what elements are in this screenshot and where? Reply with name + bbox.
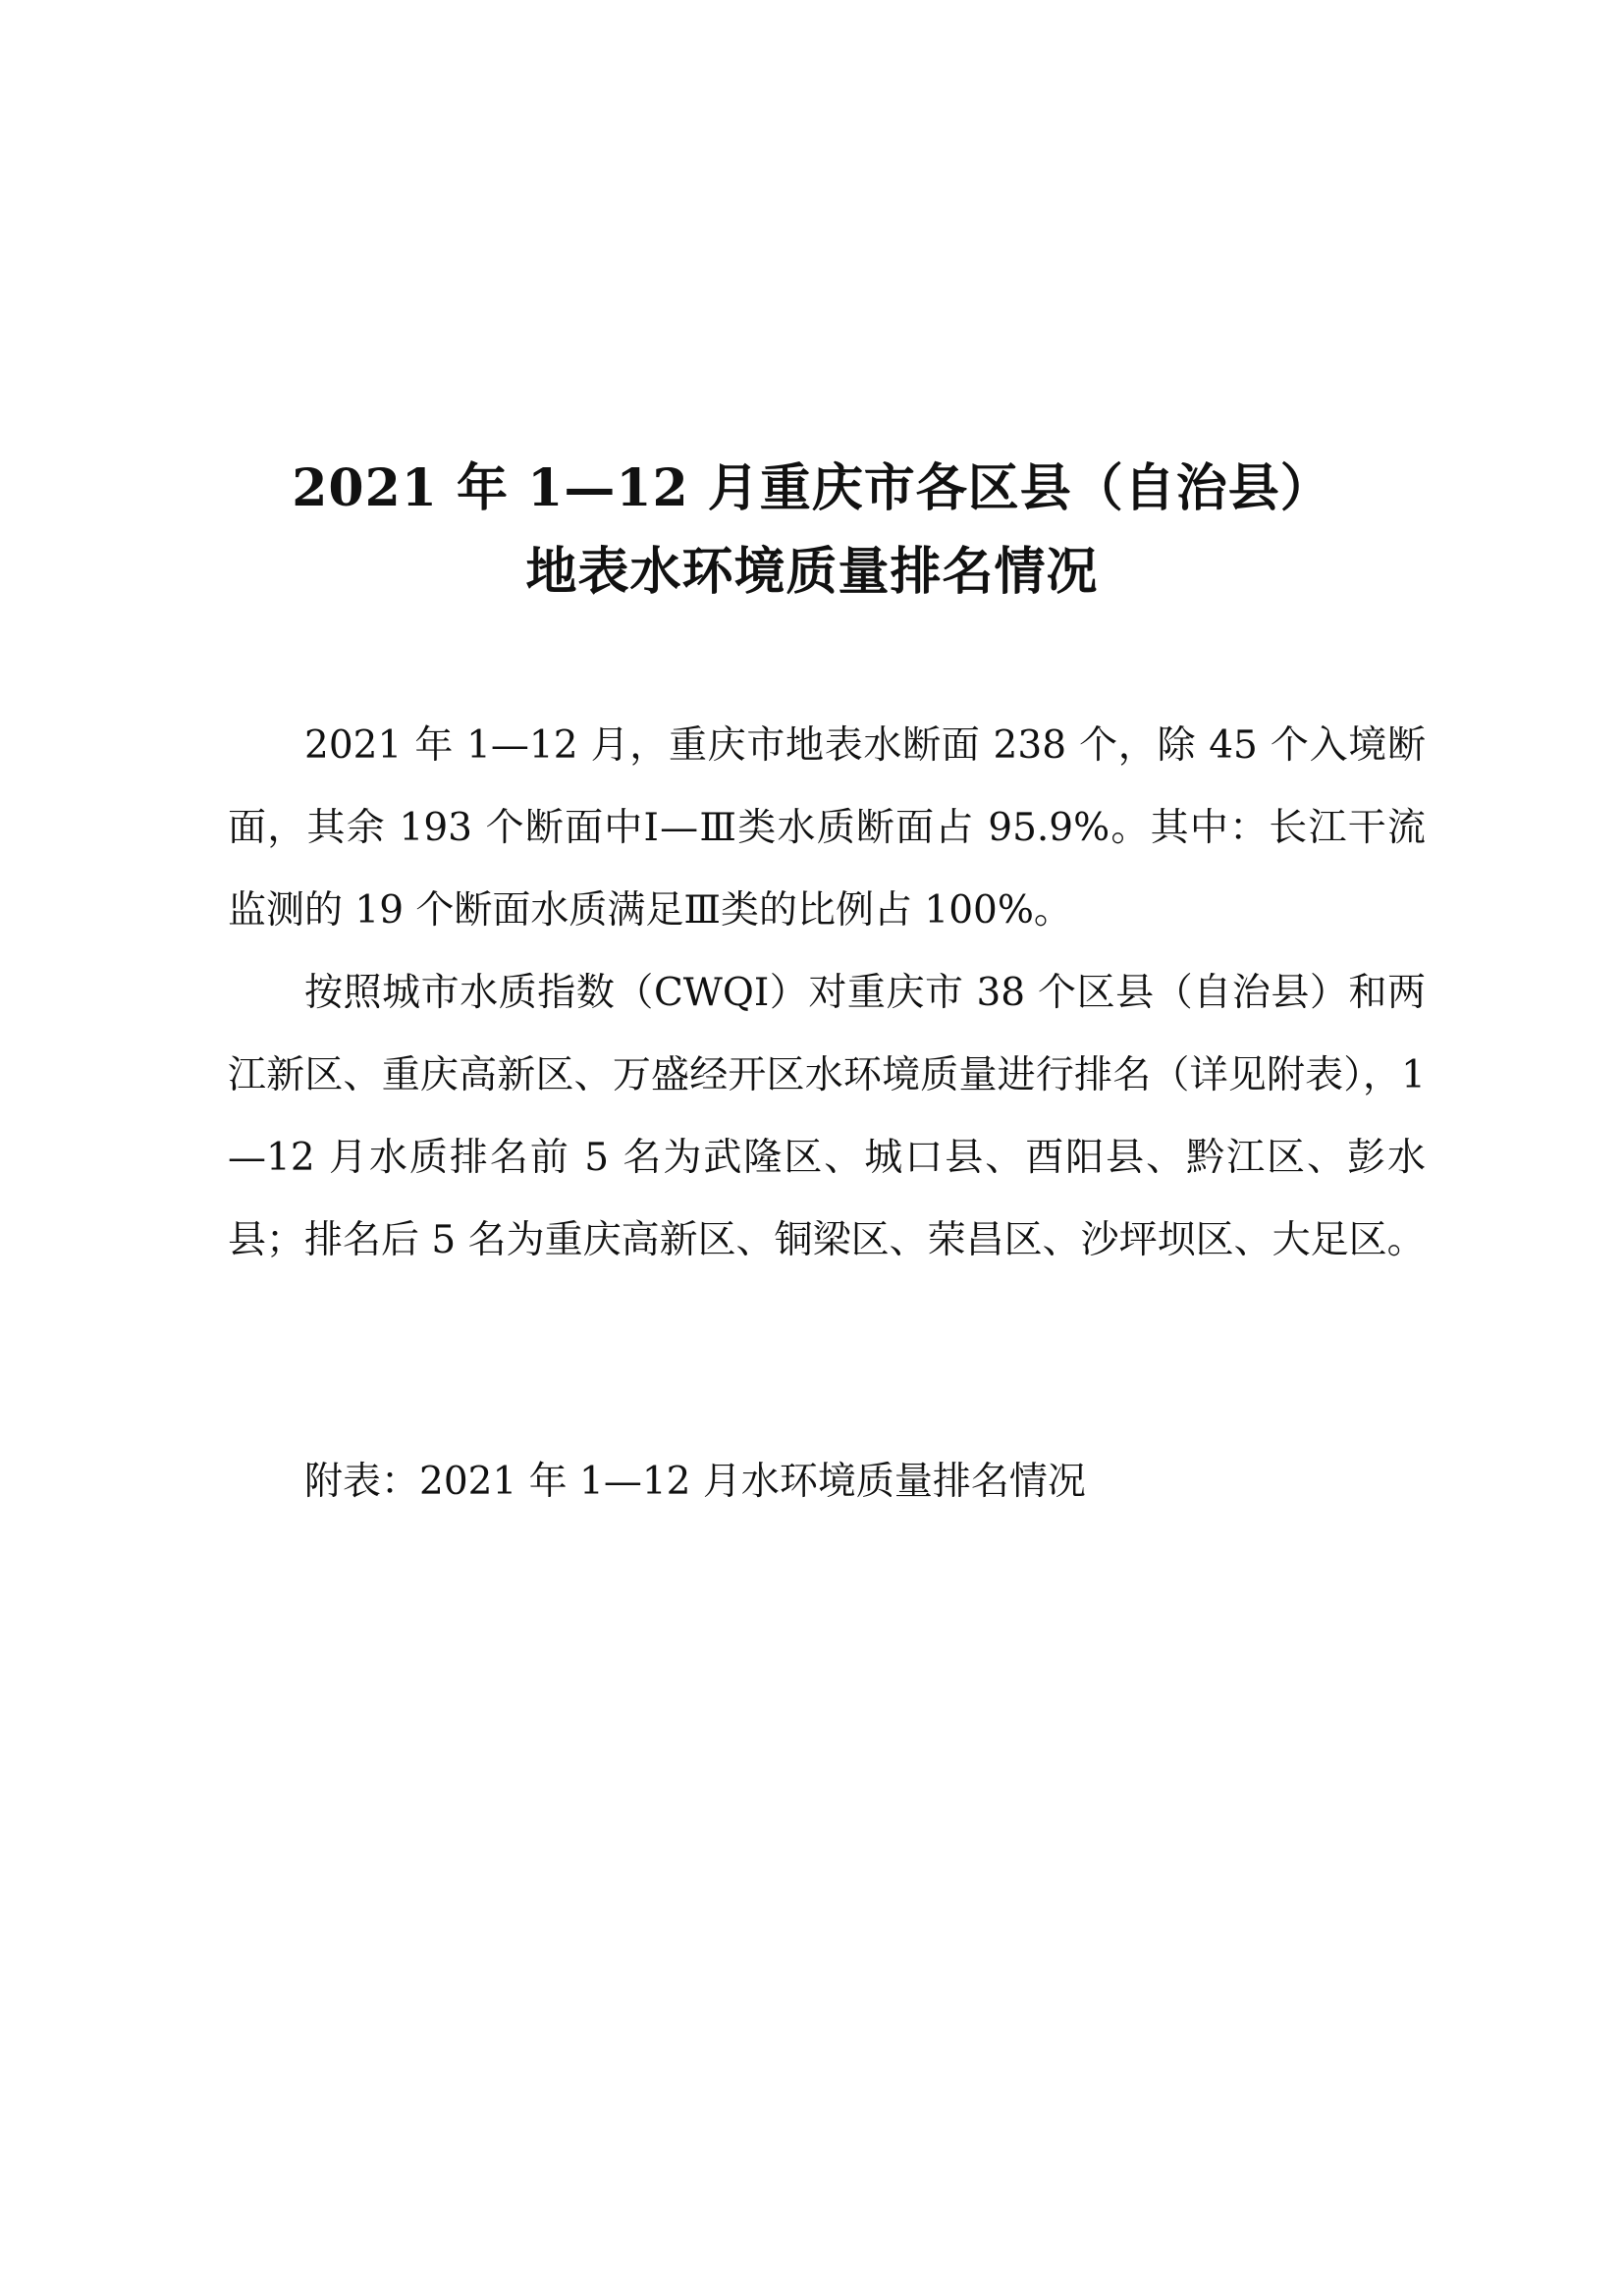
- summary-paragraph: [228, 705, 1426, 952]
- paragraph-text: 按照城市水质指数（CWQI）对重庆市 38 个区县（自治县）和两江新区、重庆高新区、万盛经开区水环境质量进行排名（详见附表），1—12 月水质排名前 5 名为武隆区、城口县、酉阳县、黔江区、彭水县；排名后 5 名为重庆高新区、铜梁区、荣昌区、沙坪坝区、大足区。: [228, 971, 1426, 1262]
- ranking-paragraph: [228, 952, 1426, 1282]
- paragraph-text: 2021 年 1—12 月，重庆市地表水断面 238 个，除 45 个入境断面，其余 193 个断面中Ⅰ—Ⅲ类水质断面占 95.9%。其中：长江干流监测的 19 个断面水质满足Ⅲ类的比例占 100%。: [228, 723, 1426, 933]
- title-line-2: 地表水环境质量排名情况: [525, 542, 1099, 602]
- attachment-note: 附表：2021 年 1—12 月水环境质量排名情况: [304, 1460, 1086, 1504]
- title-line-1: 2021 年 1—12 月重庆市各区县（自治县）: [292, 458, 1332, 518]
- document-title: [0, 447, 1624, 614]
